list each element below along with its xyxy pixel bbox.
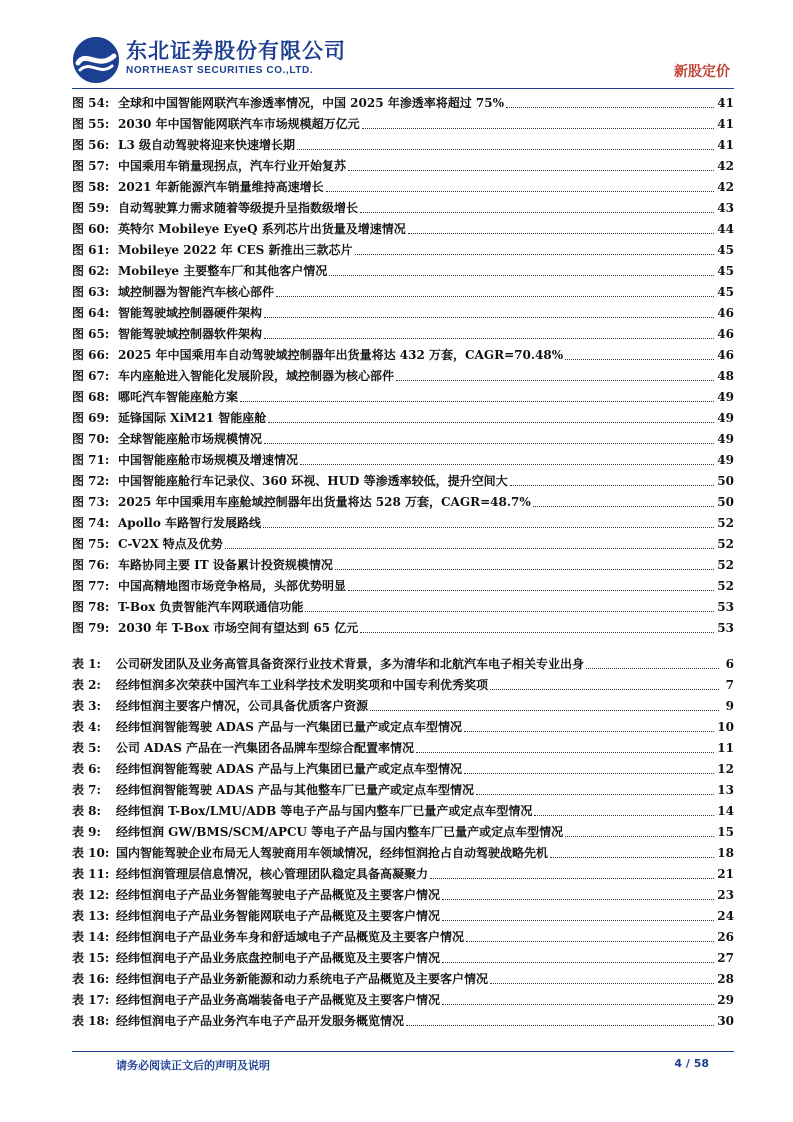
toc-entry-page: 6 — [725, 657, 734, 671]
northeast-securities-logo-icon — [72, 36, 120, 84]
toc-entry-label: 图 75: — [72, 537, 110, 551]
toc-entry-title: 公司 ADAS 产品在一汽集团各品牌车型综合配置率情况 — [116, 741, 415, 755]
toc-leader-dots — [297, 149, 714, 150]
toc-leader-dots — [264, 317, 714, 318]
toc-entry[interactable] — [72, 258, 734, 279]
toc-entry-title: 全球智能座舱市场规模情况 — [118, 432, 263, 446]
toc-entry-page: 50 — [717, 495, 734, 509]
toc-entry-page: 52 — [717, 537, 734, 551]
toc-entry-page: 44 — [717, 222, 734, 236]
toc-entry-page: 27 — [717, 951, 734, 965]
toc-leader-dots — [534, 815, 714, 816]
toc-entry[interactable] — [72, 342, 734, 363]
toc-leader-dots — [565, 836, 714, 837]
toc-entry[interactable] — [72, 489, 734, 510]
toc-entry[interactable] — [72, 924, 734, 945]
toc-entry-page: 49 — [717, 453, 734, 467]
toc-leader-dots — [263, 527, 714, 528]
toc-entry-page: 46 — [717, 348, 734, 362]
toc-entry-page: 49 — [717, 432, 734, 446]
toc-entry-label: 图 78: — [72, 600, 110, 614]
toc-entry-label: 图 65: — [72, 327, 110, 341]
toc-entry-page: 46 — [717, 306, 734, 320]
toc-leader-dots — [225, 548, 714, 549]
toc-entry-label: 表 17: — [72, 993, 110, 1007]
toc-leader-dots — [442, 1004, 714, 1005]
toc-entry-title: 经纬恒润管理层信息情况，核心管理团队稳定具备高凝聚力 — [116, 867, 429, 881]
toc-entry-page: 52 — [717, 579, 734, 593]
toc-leader-dots — [416, 752, 714, 753]
toc-entry-page: 53 — [717, 600, 734, 614]
toc-entry-title: Mobileye 2022 年 CES 新推出三款芯片 — [118, 243, 353, 257]
toc-entry-label: 图 67: — [72, 369, 110, 383]
header-divider — [72, 88, 734, 89]
toc-entry-label: 图 68: — [72, 390, 110, 404]
toc-entry-label: 图 58: — [72, 180, 110, 194]
figure-list — [72, 90, 734, 636]
toc-leader-dots — [268, 422, 714, 423]
toc-entry[interactable] — [72, 132, 734, 153]
toc-entry-title: 全球和中国智能网联汽车渗透率情况，中国 2025 年渗透率将超过 75% — [118, 96, 505, 110]
toc-entry-page: 48 — [717, 369, 734, 383]
toc-entry[interactable] — [72, 945, 734, 966]
toc-entry[interactable] — [72, 615, 734, 636]
toc-entry[interactable] — [72, 153, 734, 174]
toc-entry[interactable] — [72, 672, 734, 693]
toc-entry-page: 53 — [717, 621, 734, 635]
toc-entry[interactable] — [72, 840, 734, 861]
toc-entry[interactable] — [72, 468, 734, 489]
toc-entry-label: 图 55: — [72, 117, 110, 131]
toc-entry-page: 10 — [717, 720, 734, 734]
footer-disclaimer: 请务必阅读正文后的声明及说明 — [116, 1059, 270, 1072]
toc-entry-title: 2030 年 T-Box 市场空间有望达到 65 亿元 — [118, 621, 359, 635]
toc-leader-dots — [329, 275, 714, 276]
toc-entry-page: 24 — [717, 909, 734, 923]
toc-leader-dots — [335, 569, 714, 570]
toc-entry-title: T-Box 负责智能汽车网联通信功能 — [118, 600, 304, 614]
toc-entry-page: 49 — [717, 390, 734, 404]
toc-leader-dots — [476, 794, 714, 795]
toc-entry[interactable] — [72, 405, 734, 426]
toc-entry[interactable] — [72, 426, 734, 447]
page-header — [72, 34, 734, 90]
toc-leader-dots — [408, 233, 715, 234]
company-name-en: NORTHEAST SECURITIES CO.,LTD. — [126, 65, 314, 76]
toc-entry-title: 车路协同主要 IT 设备累计投资规模情况 — [118, 558, 333, 572]
toc-entry-label: 图 72: — [72, 474, 110, 488]
toc-entry-page: 30 — [717, 1014, 734, 1028]
toc-entry-title: 中国智能座舱行车记录仪、360 环视、HUD 等渗透率较低，提升空间大 — [118, 474, 508, 488]
toc-entry-label: 表 14: — [72, 930, 110, 944]
toc-leader-dots — [406, 1025, 714, 1026]
toc-entry-label: 图 73: — [72, 495, 110, 509]
toc-leader-dots — [360, 632, 714, 633]
toc-entry-page: 26 — [717, 930, 734, 944]
toc-entry-title: 国内智能驾驶企业布局无人驾驶商用车领域情况，经纬恒润抢占自动驾驶战略先机 — [116, 846, 549, 860]
toc-leader-dots — [464, 773, 714, 774]
toc-entry-page: 43 — [717, 201, 734, 215]
toc-leader-dots — [370, 710, 719, 711]
toc-entry-title: 2021 年新能源汽车销量维持高速增长 — [118, 180, 324, 194]
toc-entry-label: 表 13: — [72, 909, 110, 923]
page-number: 4 / 58 — [674, 1057, 709, 1070]
toc-entry-title: Mobileye 主要整车厂和其他客户情况 — [118, 264, 328, 278]
toc-entry-page: 7 — [725, 678, 734, 692]
toc-entry-page: 42 — [717, 159, 734, 173]
toc-entry-page: 13 — [717, 783, 734, 797]
toc-entry-label: 图 62: — [72, 264, 110, 278]
toc-entry-label: 图 70: — [72, 432, 110, 446]
toc-leader-dots — [442, 920, 714, 921]
toc-leader-dots — [490, 983, 714, 984]
toc-entry-page: 45 — [717, 285, 734, 299]
toc-entry-title: 经纬恒润电子产品业务底盘控制电子产品概览及主要客户情况 — [116, 951, 441, 965]
toc-entry[interactable] — [72, 111, 734, 132]
toc-entry[interactable] — [72, 552, 734, 573]
toc-entry[interactable] — [72, 447, 734, 468]
toc-entry[interactable] — [72, 195, 734, 216]
toc-entry-label: 表 6: — [72, 762, 101, 776]
toc-entry-title: 英特尔 Mobileye EyeQ 系列芯片出货量及增速情况 — [118, 222, 406, 236]
toc-leader-dots — [362, 128, 715, 129]
toc-entry-title: 经纬恒润电子产品业务汽车电子产品开发服务概览情况 — [116, 1014, 405, 1028]
toc-leader-dots — [326, 191, 715, 192]
toc-entry[interactable] — [72, 798, 734, 819]
toc-entry[interactable] — [72, 735, 734, 756]
toc-entry-page: 45 — [717, 243, 734, 257]
toc-entry-label: 表 16: — [72, 972, 110, 986]
toc-entry-page: 21 — [717, 867, 734, 881]
toc-entry-label: 表 3: — [72, 699, 101, 713]
toc-entry-page: 12 — [717, 762, 734, 776]
toc-leader-dots — [360, 212, 714, 213]
toc-leader-dots — [348, 170, 714, 171]
toc-entry-title: 经纬恒润智能驾驶 ADAS 产品与一汽集团已量产或定点车型情况 — [116, 720, 463, 734]
toc-entry-title: 经纬恒润电子产品业务车身和舒适域电子产品概览及主要客户情况 — [116, 930, 465, 944]
toc-entry-title: 经纬恒润电子产品业务新能源和动力系统电子产品概览及主要客户情况 — [116, 972, 489, 986]
toc-entry-title: 公司研发团队及业务高管具备资深行业技术背景，多为清华和北航汽车电子相关专业出身 — [116, 657, 585, 671]
toc-entry-title: 经纬恒润智能驾驶 ADAS 产品与其他整车厂已量产或定点车型情况 — [116, 783, 475, 797]
toc-entry-title: 2025 年中国乘用车自动驾驶域控制器年出货量将达 432 万套，CAGR=70.48% — [118, 348, 564, 362]
toc-entry-label: 图 61: — [72, 243, 110, 257]
toc-entry-label: 图 59: — [72, 201, 110, 215]
toc-entry-page: 11 — [717, 741, 734, 755]
toc-entry[interactable] — [72, 531, 734, 552]
toc-entry-title: 哪吒汽车智能座舱方案 — [118, 390, 239, 404]
toc-entry-title: 中国智能座舱市场规模及增速情况 — [118, 453, 299, 467]
toc-entry-label: 图 64: — [72, 306, 110, 320]
toc-entry[interactable] — [72, 279, 734, 300]
toc-leader-dots — [565, 359, 714, 360]
toc-leader-dots — [240, 401, 714, 402]
toc-entry[interactable] — [72, 363, 734, 384]
toc-entry-label: 表 10: — [72, 846, 110, 860]
toc-entry-label: 图 54: — [72, 96, 110, 110]
toc-entry-page: 9 — [725, 699, 734, 713]
toc-entry-label: 图 57: — [72, 159, 110, 173]
company-name-cn: 东北证券股份有限公司 — [126, 39, 346, 63]
toc-entry-label: 表 18: — [72, 1014, 110, 1028]
toc-entry-label: 表 7: — [72, 783, 101, 797]
toc-entry-title: 经纬恒润 GW/BMS/SCM/APCU 等电子产品与国内整车厂已量产或定点车型情况 — [116, 825, 564, 839]
toc-entry[interactable] — [72, 693, 734, 714]
toc-leader-dots — [442, 899, 714, 900]
toc-entry[interactable] — [72, 777, 734, 798]
toc-leader-dots — [466, 941, 714, 942]
toc-entry-page: 14 — [717, 804, 734, 818]
toc-entry-page: 41 — [717, 138, 734, 152]
toc-entry-page: 45 — [717, 264, 734, 278]
toc-leader-dots — [264, 443, 714, 444]
toc-entry-title: Apollo 车路智行发展路线 — [118, 516, 262, 530]
toc-entry[interactable] — [72, 573, 734, 594]
toc-entry-label: 表 4: — [72, 720, 101, 734]
toc-entry[interactable] — [72, 903, 734, 924]
toc-entry-title: 中国乘用车销量现拐点，汽车行业开始复苏 — [118, 159, 347, 173]
toc-entry[interactable] — [72, 987, 734, 1008]
toc-entry-title: 中国高精地图市场竞争格局，头部优势明显 — [118, 579, 347, 593]
toc-entry-page: 50 — [717, 474, 734, 488]
toc-entry[interactable] — [72, 594, 734, 615]
toc-entry-title: 经纬恒润主要客户情况，公司具备优质客户资源 — [116, 699, 369, 713]
toc-entry-label: 表 5: — [72, 741, 101, 755]
toc-entry[interactable] — [72, 384, 734, 405]
toc-entry[interactable] — [72, 510, 734, 531]
toc-entry-title: 经纬恒润多次荣获中国汽车工业科学技术发明奖项和中国专利优秀奖项 — [116, 678, 489, 692]
toc-leader-dots — [506, 107, 714, 108]
toc-entry-label: 图 74: — [72, 516, 110, 530]
toc-entry-title: 2030 年中国智能网联汽车市场规模超万亿元 — [118, 117, 360, 131]
toc-entry-title: 经纬恒润电子产品业务智能驾驶电子产品概览及主要客户情况 — [116, 888, 441, 902]
toc-entry-label: 表 9: — [72, 825, 101, 839]
toc-entry-page: 28 — [717, 972, 734, 986]
company-brand — [126, 38, 346, 78]
toc-entry-title: 车内座舱进入智能化发展阶段，域控制器为核心部件 — [118, 369, 395, 383]
toc-leader-dots — [348, 590, 714, 591]
toc-leader-dots — [442, 962, 714, 963]
toc-entry-title: 经纬恒润 T-Box/LMU/ADB 等电子产品与国内整车厂已量产或定点车型情况 — [116, 804, 533, 818]
toc-entry[interactable] — [72, 756, 734, 777]
table-list — [72, 651, 734, 1029]
toc-entry[interactable] — [72, 1008, 734, 1029]
toc-entry-label: 图 60: — [72, 222, 110, 236]
toc-entry-title: L3 级自动驾驶将迎来快速增长期 — [118, 138, 295, 152]
toc-entry-page: 18 — [717, 846, 734, 860]
toc-entry-page: 52 — [717, 558, 734, 572]
toc-entry-label: 图 66: — [72, 348, 110, 362]
toc-entry-page: 52 — [717, 516, 734, 530]
toc-entry-title: 经纬恒润电子产品业务高端装备电子产品概览及主要客户情况 — [116, 993, 441, 1007]
toc-entry-page: 41 — [717, 117, 734, 131]
toc-entry-title: 智能驾驶域控制器软件架构 — [118, 327, 263, 341]
toc-leader-dots — [300, 464, 714, 465]
toc-entry-title: 2025 年中国乘用车座舱域控制器年出货量将达 528 万套，CAGR=48.7% — [118, 495, 531, 509]
toc-leader-dots — [550, 857, 714, 858]
toc-entry-page: 29 — [717, 993, 734, 1007]
toc-entry-title: 经纬恒润电子产品业务智能网联电子产品概览及主要客户情况 — [116, 909, 441, 923]
toc-entry-label: 表 12: — [72, 888, 110, 902]
toc-leader-dots — [355, 254, 715, 255]
toc-entry-title: 延锋国际 XiM21 智能座舱 — [118, 411, 267, 425]
toc-entry-label: 表 8: — [72, 804, 101, 818]
toc-entry-page: 23 — [717, 888, 734, 902]
toc-entry-label: 图 69: — [72, 411, 110, 425]
toc-entry[interactable] — [72, 861, 734, 882]
report-type: 新股定价 — [674, 64, 730, 80]
toc-entry-label: 表 1: — [72, 657, 101, 671]
toc-leader-dots — [490, 689, 719, 690]
toc-entry[interactable] — [72, 651, 734, 672]
toc-entry[interactable] — [72, 714, 734, 735]
toc-entry[interactable] — [72, 90, 734, 111]
toc-entry-page: 49 — [717, 411, 734, 425]
toc-entry-label: 图 76: — [72, 558, 110, 572]
toc-entry-page: 46 — [717, 327, 734, 341]
toc-entry-title: 智能驾驶域控制器硬件架构 — [118, 306, 263, 320]
toc-leader-dots — [533, 506, 715, 507]
toc-leader-dots — [430, 878, 714, 879]
toc-entry-label: 图 56: — [72, 138, 110, 152]
toc-leader-dots — [396, 380, 714, 381]
toc-entry-label: 表 15: — [72, 951, 110, 965]
toc-entry-label: 图 63: — [72, 285, 110, 299]
toc-entry-title: 自动驾驶算力需求随着等级提升呈指数级增长 — [118, 201, 359, 215]
toc-leader-dots — [464, 731, 714, 732]
toc-leader-dots — [264, 338, 714, 339]
toc-entry-page: 42 — [717, 180, 734, 194]
toc-entry[interactable] — [72, 300, 734, 321]
toc-entry[interactable] — [72, 321, 734, 342]
toc-leader-dots — [305, 611, 714, 612]
toc-entry[interactable] — [72, 174, 734, 195]
toc-leader-dots — [276, 296, 714, 297]
toc-entry-label: 图 79: — [72, 621, 110, 635]
toc-entry-title: 域控制器为智能汽车核心部件 — [118, 285, 275, 299]
footer-divider — [72, 1051, 734, 1052]
toc-entry-label: 表 2: — [72, 678, 101, 692]
toc-entry[interactable] — [72, 819, 734, 840]
toc-entry-label: 图 77: — [72, 579, 110, 593]
toc-entry[interactable] — [72, 882, 734, 903]
toc-entry-label: 表 11: — [72, 867, 110, 881]
toc-leader-dots — [586, 668, 719, 669]
toc-entry[interactable] — [72, 966, 734, 987]
toc-leader-dots — [510, 485, 715, 486]
toc-entry[interactable] — [72, 237, 734, 258]
toc-entry-page: 41 — [717, 96, 734, 110]
toc-entry[interactable] — [72, 216, 734, 237]
toc-entry-title: C-V2X 特点及优势 — [118, 537, 223, 551]
toc-entry-title: 经纬恒润智能驾驶 ADAS 产品与上汽集团已量产或定点车型情况 — [116, 762, 463, 776]
toc-entry-page: 15 — [717, 825, 734, 839]
toc-entry-label: 图 71: — [72, 453, 110, 467]
